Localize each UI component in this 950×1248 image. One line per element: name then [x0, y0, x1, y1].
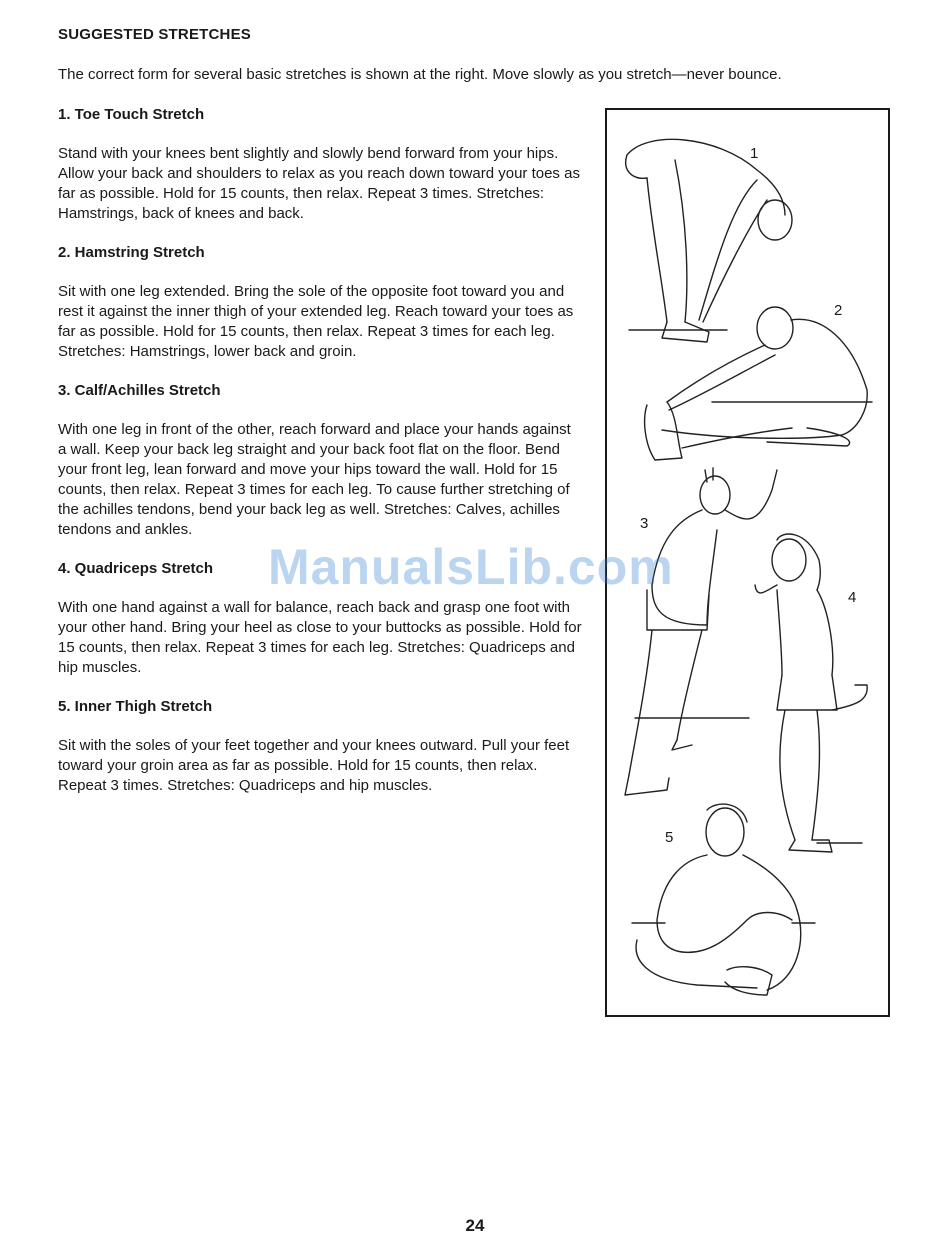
watermark: ManualsLib.com: [268, 539, 674, 595]
quadriceps-figure: [755, 534, 867, 852]
page-number: 24: [465, 1216, 485, 1235]
stretch-4-body: With one hand against a wall for balance, reach back and grasp one foot with your other hand. Bring your heel as close to your buttocks as possible. Hold for 15 counts, then relax. Repeat 3 times for each leg. Stretches: Quadriceps and hip muscles.: [58, 599, 582, 676]
figure-5-label: 5: [665, 829, 674, 846]
page-title: SUGGESTED STRETCHES: [58, 26, 251, 43]
stretch-3-title: 3. Calf/Achilles Stretch: [58, 382, 221, 399]
stretch-1: [58, 105, 583, 224]
illustration-canvas: [607, 110, 890, 1017]
figure-1-label: 1: [750, 145, 759, 162]
stretch-5-body: Sit with the soles of your feet together and your knees outward. Pull your feet toward your groin area as far as possible. Hold for 15 counts, then relax. Repeat 3 times. Stretches: Quadriceps and hip muscles.: [58, 737, 570, 794]
inner-thigh-figure: [632, 804, 815, 995]
stretch-illustrations: [605, 108, 890, 1017]
figure-2-label: 2: [834, 302, 843, 319]
stretch-4-title: 4. Quadriceps Stretch: [58, 560, 214, 577]
stretch-3: [58, 381, 583, 540]
stretch-2: [58, 243, 583, 362]
stretch-1-body: Stand with your knees bent slightly and slowly bend forward from your hips. Allow your back and shoulders to relax as you reach down toward your toes as far as possible. Hold for 15 counts, then relax. Repeat 3 times. Stretches: Hamstrings, back of knees and back.: [58, 145, 580, 222]
figure-4-label: 4: [848, 589, 857, 606]
toe-touch-figure: [626, 139, 792, 342]
stretch-2-title: 2. Hamstring Stretch: [58, 244, 205, 261]
stretch-3-body: With one leg in front of the other, reach forward and place your hands against a wall. Keep your back leg straight and your back foot flat on the floor. Bend your front leg, lean forward and move your hips toward the wall. Hold for 15 counts, then relax. Repeat 3 times for each leg. To cause further stretching of the achilles tendons, bend your back leg as well. Stretches: Calves, achilles tendons and ankles.: [58, 421, 571, 538]
figure-3-label: 3: [640, 515, 649, 532]
stretch-instructions: [58, 105, 583, 815]
stretch-1-title: 1. Toe Touch Stretch: [58, 106, 205, 123]
stretch-2-body: Sit with one leg extended. Bring the sole of the opposite foot toward you and rest it against the inner thigh of your extended leg. Reach toward your toes as far as possible. Hold for 15 counts, then relax. Repeat 3 times for each leg. Stretches: Hamstrings, lower back and groin.: [58, 283, 574, 360]
intro-paragraph: The correct form for several basic stretches is shown at the right. Move slowly as you stretch—never bounce.: [58, 66, 782, 83]
stretch-4: [58, 559, 583, 678]
stretch-5: [58, 697, 583, 796]
stretch-5-title: 5. Inner Thigh Stretch: [58, 698, 213, 715]
